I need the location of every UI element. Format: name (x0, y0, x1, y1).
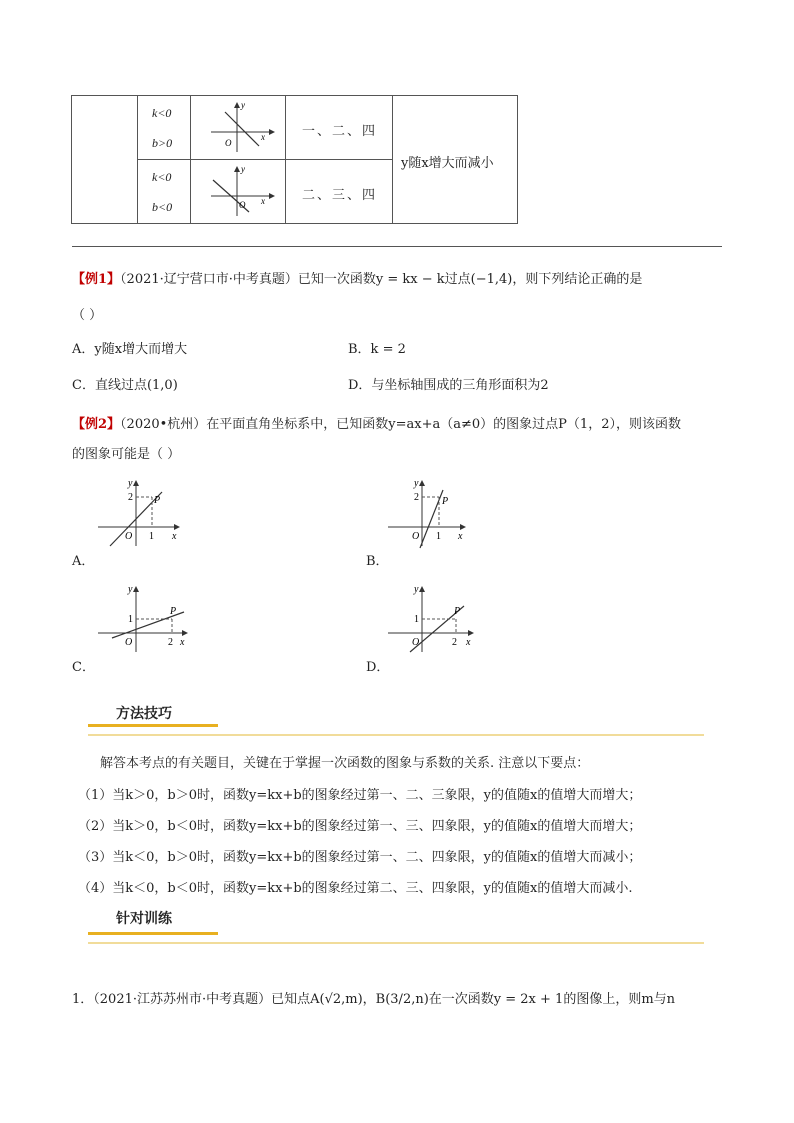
axis-y-label: y (414, 478, 419, 489)
option-c: C．直线过点(1,0) (72, 378, 178, 393)
axis-x-label: x (466, 637, 471, 648)
section-divider (72, 246, 722, 247)
example1-tag: 【例1】 (72, 272, 121, 287)
mini-graph-decreasing-positive-intercept (191, 96, 285, 159)
example1-paren: （ ） (72, 308, 103, 323)
axis-x-label: x (261, 132, 265, 142)
origin-label: O (412, 531, 420, 542)
table-cond-cell (137, 159, 191, 224)
axis-y-label: y (128, 584, 133, 595)
graph-a-letter: A． (72, 554, 95, 569)
point-p: P (442, 496, 449, 507)
origin-label: O (412, 637, 420, 648)
origin-label: O (125, 637, 133, 648)
point-p: P (454, 606, 461, 617)
tick-x: 1 (149, 531, 154, 542)
axis-x-label: x (458, 531, 463, 542)
graph-c-letter: C． (72, 660, 95, 675)
table-quadrant-cell (285, 159, 393, 224)
graph-b-letter: B． (366, 554, 389, 569)
tick-x: 2 (168, 637, 173, 648)
axis-x-label: x (180, 637, 185, 648)
option-b: B．k = 2 (348, 342, 406, 357)
quadrants-text: 一、二、四 (302, 124, 378, 139)
example2-tag: 【例2】 (72, 417, 121, 432)
example2-stem (72, 413, 681, 432)
mini-graph-decreasing-negative-intercept (191, 160, 285, 223)
axis-y-label: y (414, 584, 419, 595)
origin-label: O (125, 531, 133, 542)
tick-x: 2 (452, 637, 457, 648)
point-p: P (154, 495, 161, 506)
example2-text-cont: 的图象可能是（ ） (72, 447, 181, 462)
origin-label: O (225, 138, 232, 148)
example1-text: （2021·辽宁营口市·中考真题）已知一次函数y = kx − k过点(−1,4)，则下列结论正确的是 (120, 272, 643, 287)
graph-d-letter: D． (366, 660, 390, 675)
trend-note: y随x增大而减小 (401, 156, 494, 171)
axis-y-label: y (241, 100, 245, 110)
point-p: P (170, 606, 177, 617)
table-empty-cell (71, 95, 138, 224)
method-intro: 解答本考点的有关题目，关键在于掌握一次函数的图象与系数的关系. 注意以下要点： (100, 756, 590, 771)
axis-x-label: x (172, 531, 177, 542)
practice-rule (88, 942, 704, 944)
method-point-4: （4）当k＜0，b＜0时，函数y=kx+b的图象经过第二、三、四象限，y的值随x的值增大而减小. (78, 881, 633, 896)
cond-k: k<0 (152, 170, 172, 184)
method-point-3: （3）当k＜0，b＞0时，函数y=kx+b的图象经过第一、二、四象限，y的值随x的值增大而减小； (78, 850, 642, 865)
graph-c (96, 582, 196, 656)
practice-question-1: 1．（2021·江苏苏州市·中考真题）已知点A(√2,m)，B(3/2,n)在一次函数y = 2x + 1的图像上，则m与n (72, 992, 676, 1007)
table-quadrant-cell (285, 95, 393, 160)
axis-y-label: y (128, 478, 133, 489)
tick-y: 1 (128, 614, 133, 625)
table-graph-cell (190, 95, 286, 160)
method-rule (88, 734, 704, 736)
method-title: 方法技巧 (116, 706, 172, 722)
method-point-2: （2）当k＞0，b＜0时，函数y=kx+b的图象经过第一、三、四象限，y的值随x的值增大而增大； (78, 819, 642, 834)
table-cond-cell (137, 95, 191, 160)
quadrants-text: 二、三、四 (302, 188, 378, 203)
tick-y: 2 (414, 492, 419, 503)
cond-k: k<0 (152, 106, 172, 120)
option-d: D．与坐标轴围成的三角形面积为2 (348, 378, 549, 393)
cond-b: b>0 (152, 136, 173, 150)
table-graph-cell (190, 159, 286, 224)
graph-d (386, 582, 486, 656)
origin-label: O (239, 200, 246, 210)
tick-y: 1 (414, 614, 419, 625)
example2-text: （2020•杭州）在平面直角坐标系中，已知函数y=ax+a（a≠0）的图象过点P（1，2），则该函数 (120, 417, 681, 432)
option-a: A．y随x增大而增大 (72, 342, 188, 357)
cond-b: b<0 (152, 200, 173, 214)
table-note-cell (392, 95, 518, 224)
practice-title: 针对训练 (116, 911, 172, 927)
method-point-1: （1）当k＞0，b＞0时，函数y=kx+b的图象经过第一、二、三象限，y的值随x的值增大而增大； (78, 788, 642, 803)
axis-x-label: x (261, 196, 265, 206)
tick-y: 2 (128, 492, 133, 503)
graph-a (96, 476, 188, 550)
graph-b (386, 476, 478, 550)
practice-title-underline (88, 932, 218, 935)
method-title-underline (88, 724, 218, 727)
tick-x: 1 (436, 531, 441, 542)
axis-y-label: y (241, 164, 245, 174)
example1-stem (72, 268, 642, 287)
